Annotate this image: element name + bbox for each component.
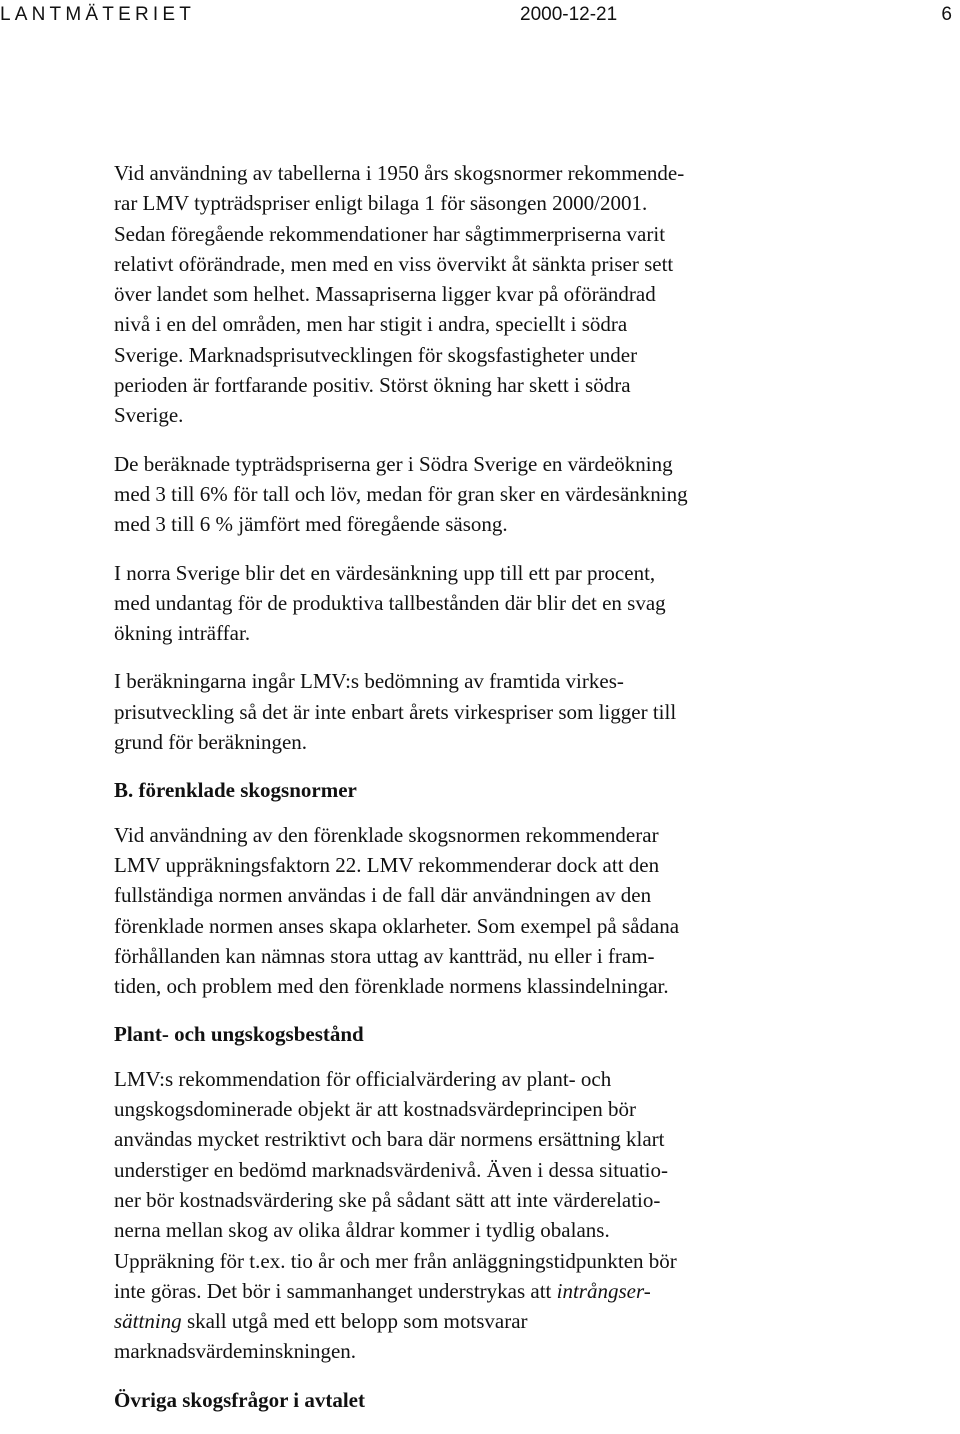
text-line: Vid användning av den förenklade skogsnormen rekommenderar	[114, 822, 659, 847]
text-line: perioden är fortfarande positiv. Störst ökning har skett i södra	[114, 373, 631, 398]
text-line: relativt oförändrade, men med en viss övervikt åt sänkta priser sett	[114, 251, 674, 276]
italic-term: intrångser-	[556, 1278, 651, 1303]
text-line: De beräknade typträdspriserna ger i Södra Sverige en värdeökning	[114, 451, 673, 476]
text-line: I norra Sverige blir det en värdesänkning upp till ett par procent,	[114, 560, 656, 585]
text-segment: skall utgå med ett belopp som motsvarar	[181, 1309, 528, 1334]
text-line: nivå i en del områden, men har stigit i andra, speciellt i södra	[114, 312, 628, 337]
paragraph-young-forest	[114, 1064, 854, 1367]
italic-term: sättning	[114, 1309, 182, 1334]
text-line: ner bör kostnadsvärdering ske på sådant sätt att inte värderelatio-	[114, 1187, 661, 1212]
text-line: Sverige.	[114, 403, 184, 428]
text-line: med 3 till 6 % jämfört med föregående säsong.	[114, 512, 508, 537]
text-line: Vid användning av tabellerna i 1950 års skogsnormer rekommende-	[114, 161, 685, 185]
organization-name: LANTMÄTERIET	[0, 4, 196, 25]
text-line: Sverige. Marknadsprisutvecklingen för skogsfastigheter under	[114, 342, 638, 367]
text-line: förhållanden kan nämnas stora uttag av kantträd, nu eller i fram-	[114, 943, 655, 968]
paragraph-calculations	[114, 666, 854, 757]
document-body	[114, 158, 854, 1429]
text-line: LMV:s rekommendation för officialvärdering av plant- och	[114, 1066, 612, 1091]
paragraph-south-sweden	[114, 449, 854, 540]
text-line: prisutveckling så det är inte enbart årets virkespriser som ligger till	[114, 699, 677, 724]
text-line: Uppräkning för t.ex. tio år och mer från anläggningstidpunkten bör	[114, 1248, 677, 1273]
section-heading-young-forest: Plant- och ungskogsbestånd	[114, 1022, 364, 1047]
paragraph-north-sweden	[114, 558, 854, 649]
text-line: LMV uppräkningsfaktorn 22. LMV rekommenderar dock att den	[114, 852, 660, 877]
text-line: marknadsvärdeminskningen.	[114, 1339, 357, 1364]
document-date: 2000-12-21	[520, 4, 618, 25]
text-line: Sedan föregående rekommendationer har sågtimmerpriserna varit	[114, 221, 666, 246]
text-line: förenklade normen anses skapa oklarheter. Som exempel på sådana	[114, 913, 680, 938]
text-line: ungskogsdominerade objekt är att kostnadsvärdeprincipen bör	[114, 1097, 636, 1122]
text-line: I beräkningarna ingår LMV:s bedömning av framtida virkes-	[114, 669, 624, 694]
text-line	[114, 1276, 854, 1306]
text-line: understiger en bedömd marknadsvärdenivå. Även i dessa situatio-	[114, 1157, 669, 1182]
text-line: nerna mellan skog av olika åldrar kommer i tydlig obalans.	[114, 1218, 610, 1243]
text-line: tiden, och problem med den förenklade normens klassindelningar.	[114, 974, 669, 999]
text-line: fullständiga normen användas i de fall där användningen av den	[114, 883, 652, 908]
text-line	[114, 1306, 854, 1336]
text-segment: inte göras. Det bör i sammanhanget understrykas att	[114, 1278, 557, 1303]
paragraph-simplified-norms	[114, 820, 854, 1002]
page-header	[0, 4, 960, 34]
section-heading-simplified-norms: B. förenklade skogsnormer	[114, 778, 357, 803]
text-line: ökning inträffar.	[114, 621, 251, 646]
section-heading-other-forest-issues: Övriga skogsfrågor i avtalet	[114, 1387, 365, 1412]
text-line: användas mycket restriktivt och bara där normens ersättning klart	[114, 1127, 665, 1152]
text-line: över landet som helhet. Massapriserna ligger kvar på oförändrad	[114, 282, 656, 307]
text-line: rar LMV typträdspriser enligt bilaga 1 för säsongen 2000/2001.	[114, 191, 648, 216]
text-line: grund för beräkningen.	[114, 730, 308, 755]
text-line: med 3 till 6% för tall och löv, medan för gran sker en värdesänkning	[114, 481, 688, 506]
paragraph-price-recommendation	[114, 158, 854, 431]
page-number: 6	[941, 4, 952, 25]
text-line: med undantag för de produktiva tallbestånden där blir det en svag	[114, 590, 666, 615]
